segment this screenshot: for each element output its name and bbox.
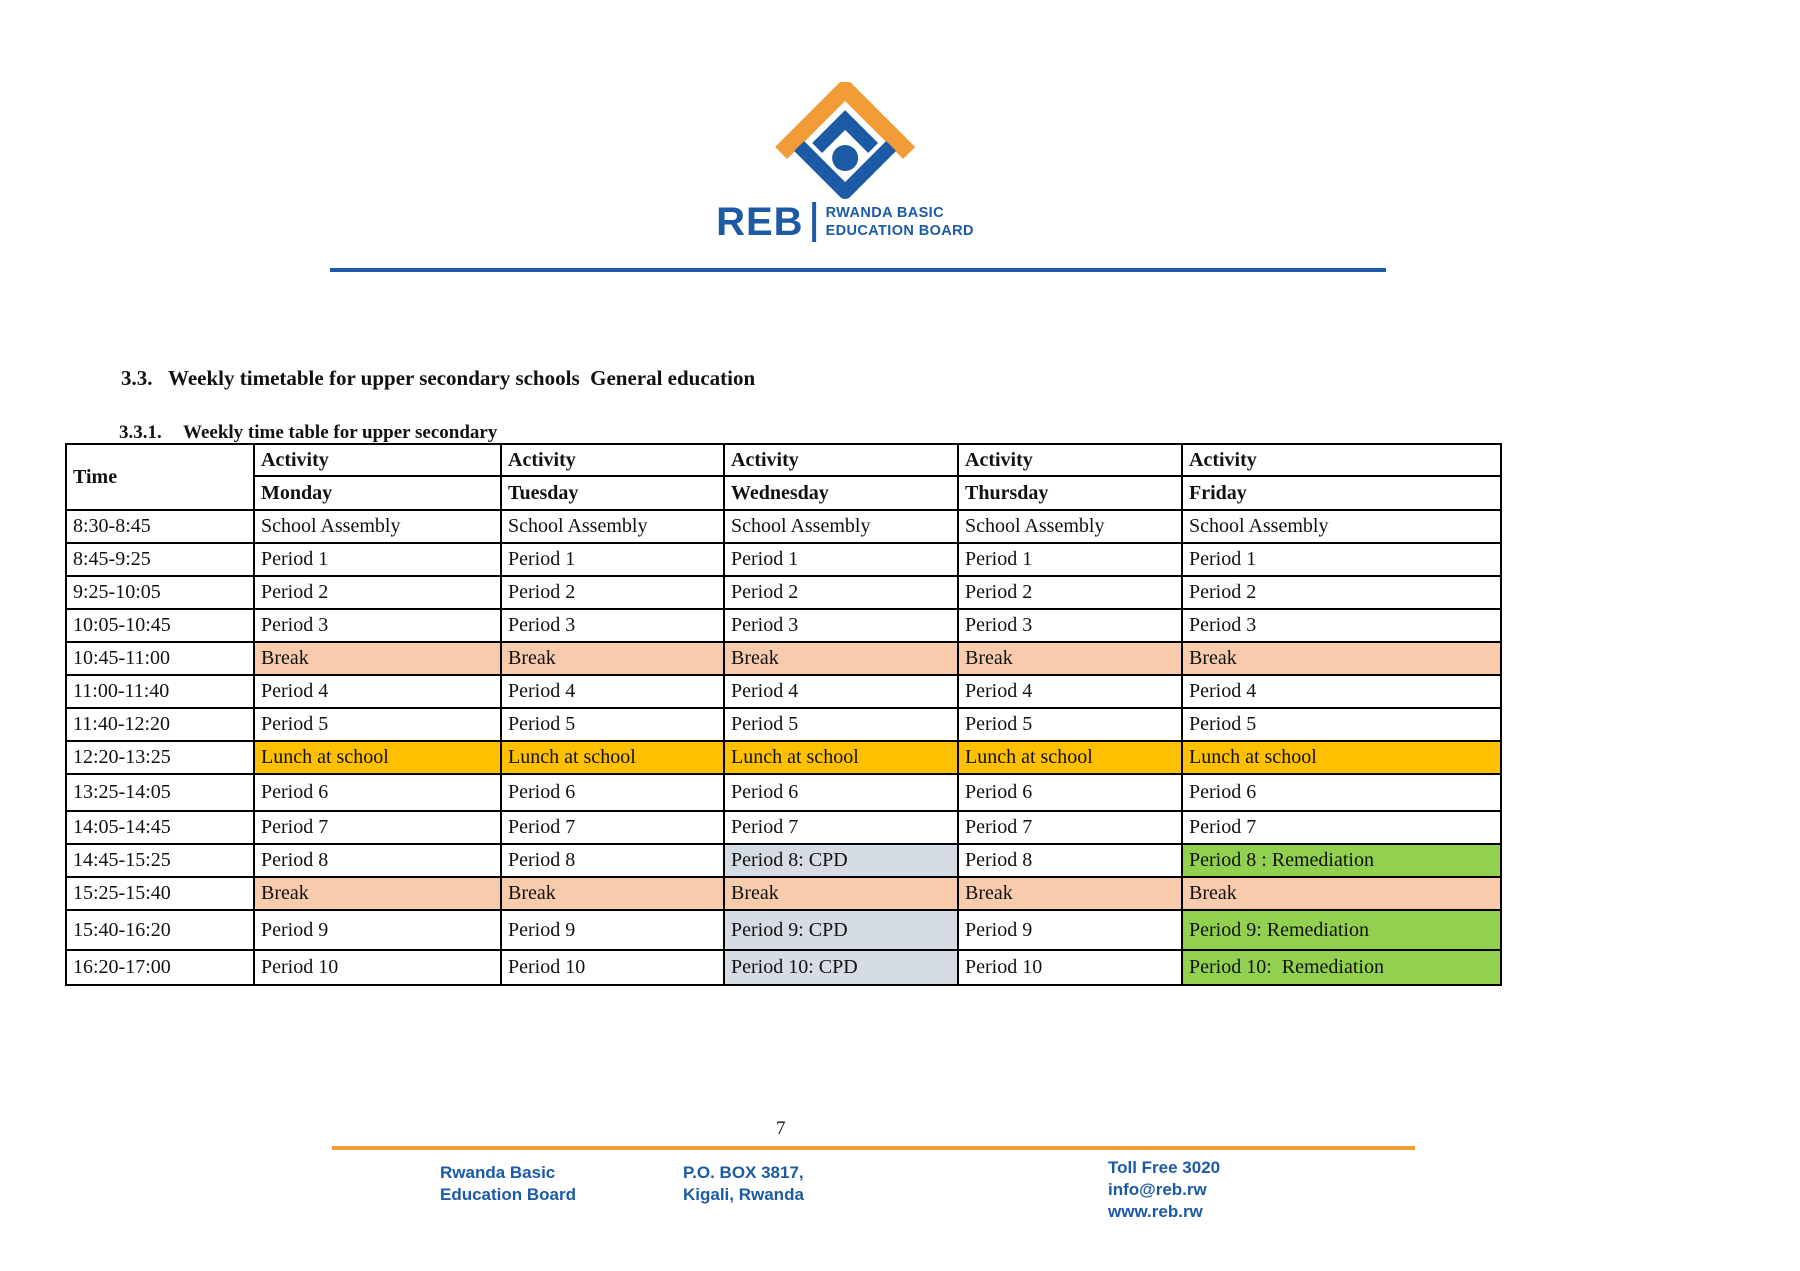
lunch-cell: Lunch at school	[254, 741, 501, 774]
reb-logo	[716, 82, 974, 242]
footer-tollfree: Toll Free 3020	[1108, 1158, 1221, 1177]
activity-cell: School Assembly	[958, 510, 1182, 543]
activity-cell: Period 1	[501, 543, 724, 576]
activity-cell: Period 5	[958, 708, 1182, 741]
footer-contact	[1108, 1157, 1220, 1223]
activity-cell: Period 3	[958, 609, 1182, 642]
time-cell: 16:20-17:00	[66, 950, 254, 985]
footer-address-line1: P.O. BOX 3817,	[683, 1163, 804, 1182]
activity-cell: Period 7	[724, 811, 958, 844]
table-row	[66, 741, 1501, 774]
section-title: Weekly timetable for upper secondary schools General education	[168, 366, 756, 390]
activity-cell: Period 1	[1182, 543, 1501, 576]
activity-cell: Period 3	[1182, 609, 1501, 642]
day-header-thursday: Thursday	[958, 476, 1182, 510]
activity-cell: Period 4	[1182, 675, 1501, 708]
activity-cell: Period 8	[958, 844, 1182, 877]
activity-cell: Period 2	[958, 576, 1182, 609]
time-cell: 15:25-15:40	[66, 877, 254, 910]
time-cell: 14:05-14:45	[66, 811, 254, 844]
activity-cell: Period 6	[958, 774, 1182, 811]
time-cell: 12:20-13:25	[66, 741, 254, 774]
activity-cell: Period 2	[254, 576, 501, 609]
table-row	[66, 510, 1501, 543]
time-cell: 13:25-14:05	[66, 774, 254, 811]
time-cell: 8:45-9:25	[66, 543, 254, 576]
lunch-cell: Lunch at school	[501, 741, 724, 774]
break-cell: Break	[501, 877, 724, 910]
table-row	[66, 950, 1501, 985]
table-row	[66, 811, 1501, 844]
activity-header-monday: Activity	[254, 444, 501, 476]
day-header-monday: Monday	[254, 476, 501, 510]
activity-header-wednesday: Activity	[724, 444, 958, 476]
cpd-cell: Period 9: CPD	[724, 910, 958, 950]
weekly-timetable	[65, 443, 1502, 986]
time-cell: 10:05-10:45	[66, 609, 254, 642]
remediation-cell: Period 8 : Remediation	[1182, 844, 1501, 877]
table-row	[66, 877, 1501, 910]
activity-header-friday: Activity	[1182, 444, 1501, 476]
activity-cell: Period 1	[958, 543, 1182, 576]
break-cell: Break	[724, 877, 958, 910]
activity-cell: School Assembly	[254, 510, 501, 543]
activity-cell: Period 4	[254, 675, 501, 708]
break-cell: Break	[724, 642, 958, 675]
footer-organization	[440, 1162, 576, 1206]
time-cell: 11:40-12:20	[66, 708, 254, 741]
day-header-tuesday: Tuesday	[501, 476, 724, 510]
activity-cell: Period 7	[1182, 811, 1501, 844]
table-row	[66, 910, 1501, 950]
cpd-cell: Period 8: CPD	[724, 844, 958, 877]
time-cell: 8:30-8:45	[66, 510, 254, 543]
activity-cell: Period 9	[958, 910, 1182, 950]
activity-cell: Period 3	[501, 609, 724, 642]
footer-address-line2: Kigali, Rwanda	[683, 1185, 804, 1204]
header-divider-line	[330, 268, 1386, 272]
lunch-cell: Lunch at school	[1182, 741, 1501, 774]
time-cell: 10:45-11:00	[66, 642, 254, 675]
activity-cell: Period 10	[501, 950, 724, 985]
activity-cell: Period 3	[254, 609, 501, 642]
activity-cell: School Assembly	[724, 510, 958, 543]
activity-cell: Period 7	[254, 811, 501, 844]
lunch-cell: Lunch at school	[724, 741, 958, 774]
table-row	[66, 609, 1501, 642]
time-column-header: Time	[66, 444, 254, 510]
footer-website: www.reb.rw	[1108, 1202, 1203, 1221]
break-cell: Break	[1182, 877, 1501, 910]
table-row	[66, 844, 1501, 877]
activity-cell: Period 6	[254, 774, 501, 811]
break-cell: Break	[254, 877, 501, 910]
table-row	[66, 708, 1501, 741]
time-cell: 11:00-11:40	[66, 675, 254, 708]
footer-org-line2: Education Board	[440, 1185, 577, 1204]
table-header-row-activity	[66, 444, 1501, 476]
table-row	[66, 576, 1501, 609]
activity-cell: Period 2	[724, 576, 958, 609]
reb-logo-mark-icon	[769, 82, 921, 200]
cpd-cell: Period 10: CPD	[724, 950, 958, 985]
remediation-cell: Period 9: Remediation	[1182, 910, 1501, 950]
subsection-number: 3.3.1.	[119, 422, 162, 443]
activity-cell: Period 3	[724, 609, 958, 642]
footer-email: info@reb.rw	[1108, 1180, 1207, 1199]
activity-cell: Period 4	[958, 675, 1182, 708]
activity-cell: Period 1	[724, 543, 958, 576]
activity-cell: Period 10	[958, 950, 1182, 985]
remediation-cell: Period 10: Remediation	[1182, 950, 1501, 985]
break-cell: Break	[958, 877, 1182, 910]
table-header-row-days	[66, 476, 1501, 510]
page-number: 7	[776, 1118, 786, 1139]
activity-cell: Period 6	[501, 774, 724, 811]
footer-divider-line	[332, 1146, 1415, 1150]
break-cell: Break	[1182, 642, 1501, 675]
activity-cell: Period 8	[501, 844, 724, 877]
logo-acronym: REB	[716, 200, 804, 244]
logo-name-line2: EDUCATION BOARD	[825, 223, 974, 239]
activity-cell: Period 10	[254, 950, 501, 985]
activity-cell: Period 6	[724, 774, 958, 811]
activity-cell: Period 5	[501, 708, 724, 741]
day-header-wednesday: Wednesday	[724, 476, 958, 510]
activity-cell: Period 6	[1182, 774, 1501, 811]
activity-cell: School Assembly	[1182, 510, 1501, 543]
activity-cell: Period 8	[254, 844, 501, 877]
footer-org-line1: Rwanda Basic	[440, 1163, 556, 1182]
table-row	[66, 774, 1501, 811]
activity-cell: Period 7	[501, 811, 724, 844]
section-number: 3.3.	[121, 366, 153, 390]
break-cell: Break	[501, 642, 724, 675]
day-header-friday: Friday	[1182, 476, 1501, 510]
time-cell: 14:45-15:25	[66, 844, 254, 877]
activity-cell: Period 9	[254, 910, 501, 950]
time-cell: 9:25-10:05	[66, 576, 254, 609]
logo-full-name	[826, 204, 974, 240]
logo-name-line1: RWANDA BASIC	[825, 204, 944, 221]
lunch-cell: Lunch at school	[958, 741, 1182, 774]
activity-cell: Period 4	[501, 675, 724, 708]
subsection-title: Weekly time table for upper secondary	[183, 422, 498, 443]
activity-header-tuesday: Activity	[501, 444, 724, 476]
activity-cell: Period 2	[501, 576, 724, 609]
activity-header-thursday: Activity	[958, 444, 1182, 476]
activity-cell: Period 9	[501, 910, 724, 950]
break-cell: Break	[254, 642, 501, 675]
activity-cell: Period 4	[724, 675, 958, 708]
time-cell: 15:40-16:20	[66, 910, 254, 950]
reb-logo-wordmark	[716, 202, 974, 242]
table-row	[66, 675, 1501, 708]
activity-cell: Period 5	[1182, 708, 1501, 741]
activity-cell: School Assembly	[501, 510, 724, 543]
activity-cell: Period 1	[254, 543, 501, 576]
logo-divider	[813, 202, 817, 242]
footer-address	[683, 1162, 804, 1206]
table-row	[66, 543, 1501, 576]
activity-cell: Period 7	[958, 811, 1182, 844]
table-row	[66, 642, 1501, 675]
activity-cell: Period 5	[724, 708, 958, 741]
activity-cell: Period 5	[254, 708, 501, 741]
activity-cell: Period 2	[1182, 576, 1501, 609]
break-cell: Break	[958, 642, 1182, 675]
